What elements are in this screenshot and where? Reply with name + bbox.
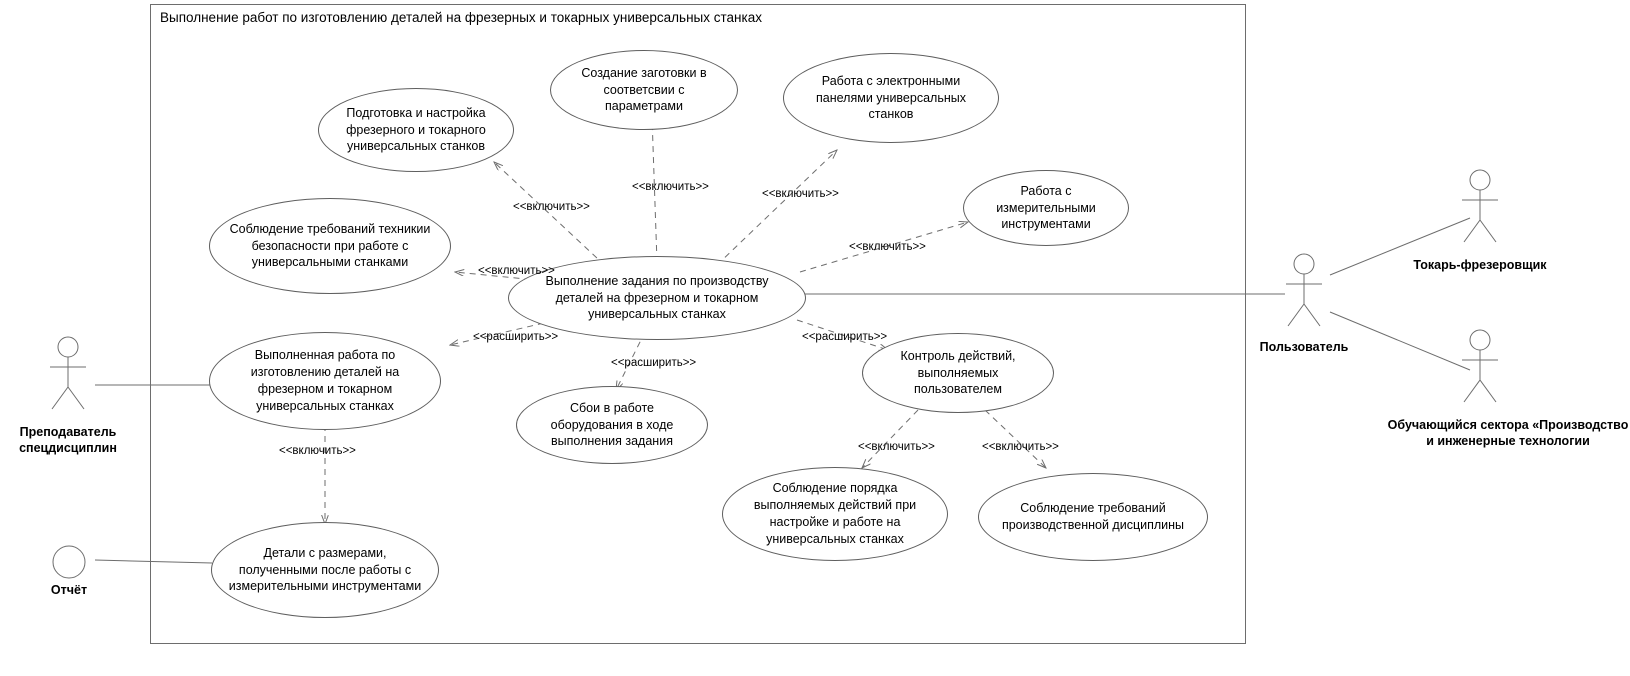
actor-user[interactable]: [1274, 252, 1334, 332]
actor-turner[interactable]: [1450, 168, 1510, 248]
stereotype-include-safety: <<включить>>: [478, 265, 555, 277]
usecase-control[interactable]: [862, 333, 1054, 413]
stereotype-include-order: <<включить>>: [858, 441, 935, 453]
usecase-prep[interactable]: [318, 88, 514, 172]
actor-report[interactable]: [52, 545, 86, 579]
usecase-discipline[interactable]: [978, 473, 1208, 561]
actor-student[interactable]: [1450, 328, 1510, 408]
actor-student-label: Обучающийся сектора «Производство и инженерные технологии: [1387, 418, 1629, 448]
actor-student-icon: [1450, 328, 1510, 408]
actor-turner-label: Токарь-фрезеровщик: [1413, 258, 1547, 272]
usecase-label: Контроль действий, выполняемых пользователем: [900, 348, 1016, 397]
boundary-title: Выполнение работ по изготовлению деталей на фрезерных и токарных универсальных станках: [160, 10, 762, 25]
actor-teacher-icon: [38, 335, 98, 415]
usecase-label: Работа с электронными панелями универсальных станков: [816, 73, 966, 122]
stereotype-include-measure: <<включить>>: [849, 241, 926, 253]
usecase-measure[interactable]: [963, 170, 1129, 246]
usecase-safety[interactable]: [209, 198, 451, 294]
usecase-label: Соблюдение порядка выполняемых действий при настройке и работе на универсальных станках: [753, 481, 917, 546]
usecase-label: Выполнение задания по производству деталей на фрезерном и токарном универсальных станках: [545, 273, 769, 322]
usecase-label: Создание заготовки в соответсвии с параметрами: [581, 65, 707, 114]
stereotype-extend-work: <<расширить>>: [473, 331, 559, 343]
usecase-parts[interactable]: [211, 522, 439, 618]
usecase-label: Выполненная работа по изготовлению деталей на фрезерном и токарном универсальных станках: [250, 348, 400, 413]
stereotype-extend-failures: <<расширить>>: [611, 357, 697, 369]
stereotype-include-discipline: <<включить>>: [982, 441, 1059, 453]
usecase-label: Подготовка и настройка фрезерного и токарного универсальных станков: [346, 105, 486, 154]
stereotype-include-blank: <<включить>>: [632, 181, 709, 193]
usecase-label: Соблюдение требований техникии безопасности при работе с универсальными станками: [229, 221, 431, 270]
usecase-label: Сбои в работе оборудования в ходе выполнения задания: [550, 400, 674, 449]
usecase-failures[interactable]: [516, 386, 708, 464]
usecase-order[interactable]: [722, 467, 948, 561]
actor-turner-icon: [1450, 168, 1510, 248]
actor-user-icon: [1274, 252, 1334, 332]
actor-teacher-label: Преподаватель спецдисциплин: [19, 425, 117, 455]
usecase-label: Детали с размерами, полученными после работы с измерительными инструментами: [228, 545, 422, 594]
usecase-done-work[interactable]: [209, 332, 441, 430]
stereotype-include-panels: <<включить>>: [762, 188, 839, 200]
stereotype-include-parts: <<включить>>: [279, 445, 356, 457]
actor-report-label: Отчёт: [50, 583, 88, 597]
usecase-blank[interactable]: [550, 50, 738, 130]
usecase-label: Соблюдение требований производственной дисциплины: [1001, 501, 1185, 532]
usecase-label: Работа с измерительными инструментами: [996, 183, 1096, 232]
stereotype-extend-control: <<расширить>>: [802, 331, 888, 343]
usecase-panels[interactable]: [783, 53, 999, 143]
stereotype-include-prep: <<включить>>: [513, 201, 590, 213]
actor-user-label: Пользователь: [1259, 340, 1349, 354]
actor-teacher[interactable]: [38, 335, 98, 415]
actor-report-icon: [52, 545, 86, 579]
